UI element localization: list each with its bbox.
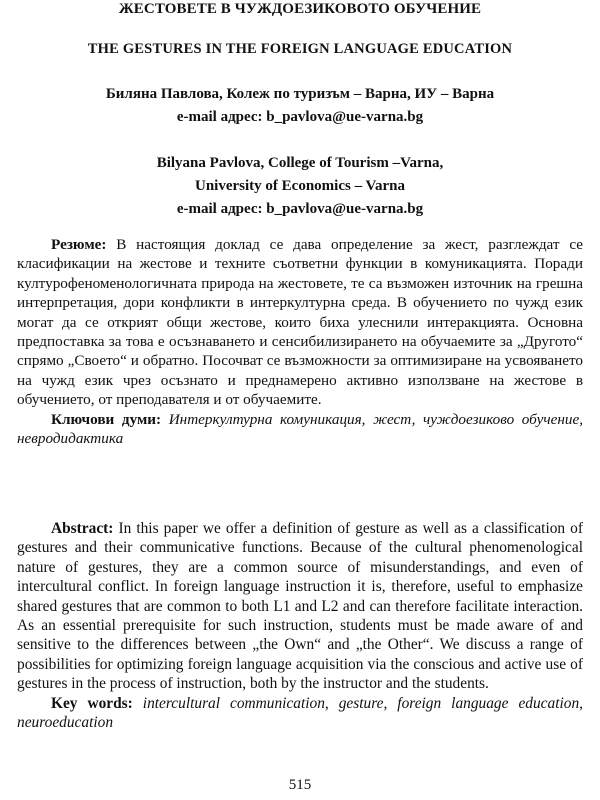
- abstract-bg-paragraph: [17, 235, 583, 410]
- author-block-bulgarian: [0, 83, 600, 129]
- abstract-en-paragraph: [17, 519, 583, 694]
- title-bulgarian: ЖЕСТОВЕТЕ В ЧУЖДОЕЗИКОВОТО ОБУЧЕНИЕ: [118, 1, 482, 17]
- author-bg-affiliation: Биляна Павлова, Колеж по туризъм – Варна, ИУ – Варна: [105, 86, 495, 102]
- abstract-english: [17, 519, 583, 732]
- abstract-bg-label: Резюме:: [51, 236, 107, 253]
- abstract-en-text: In this paper we offer a definition of gesture as well as a classification of gestures and their communicative functions. Because of the cultural phenomenological nature of gestures, they are a common source of misunderstandings, and even of intercultural conflict. In foreign language instruction it is, therefore, useful to emphasize shared gestures that are common to both L1 and L2 and can therefore facilitate interaction. As an essential prerequisite for such instruction, students must be made aware of and sensitive to the differences between „the Own“ and „the Other“. We discuss a range of possibilities for optimizing foreign language acquisition via the conscious and active use of gestures in the process of instruction, both by the instructor and the students.: [17, 520, 583, 693]
- author-en-university: University of Economics – Varna: [195, 178, 405, 194]
- page-number: 515: [288, 777, 312, 793]
- keywords-bg-text: Интеркултурна комуникация, жест, чуждоезиково обучение, невродидактика: [17, 410, 584, 448]
- keywords-en-text: intercultural communication, gesture, foreign language education, neuroeducation: [17, 694, 583, 732]
- author-block-english: [0, 152, 600, 221]
- abstract-bulgarian: [17, 235, 583, 448]
- keywords-bg-paragraph: [17, 410, 583, 449]
- keywords-en-paragraph: [17, 694, 583, 733]
- author-en-email: e-mail адрес: b_pavlova@ue-varna.bg: [176, 201, 424, 217]
- author-en-name: Bilyana Pavlova, College of Tourism –Varna,: [156, 155, 444, 171]
- abstract-bg-text: В настоящия доклад се дава определение за жест, разглеждат се класификации на жестове и техните съответни функции в комуникацията. Поради културофеноменологичната природа на жестовете, те са възможен източник на грешна интерпретация, дори конфликти в интеркултурна среда. В обучението по чужд език могат да се открият общи жестове, които биха улеснили интеракцията. Основна предпоставка за това е осъзнаването и сенсибилизирането на обучаемите за „Другото“ спрямо „Своето“ и обратно. Посочват се възможности за оптимизиране на усвояването на чужд език чрез осъзнато и преднамерено активно използване на жестове в обучението, от преподавателя и от обучаемите.: [17, 236, 583, 409]
- keywords-en-label: Key words:: [51, 694, 133, 712]
- keywords-bg-label: Ключови думи:: [51, 410, 162, 428]
- title-english: THE GESTURES IN THE FOREIGN LANGUAGE EDUCATION: [87, 41, 513, 57]
- author-bg-email: e-mail адрес: b_pavlova@ue-varna.bg: [176, 109, 424, 125]
- abstract-en-label: Abstract:: [51, 520, 114, 537]
